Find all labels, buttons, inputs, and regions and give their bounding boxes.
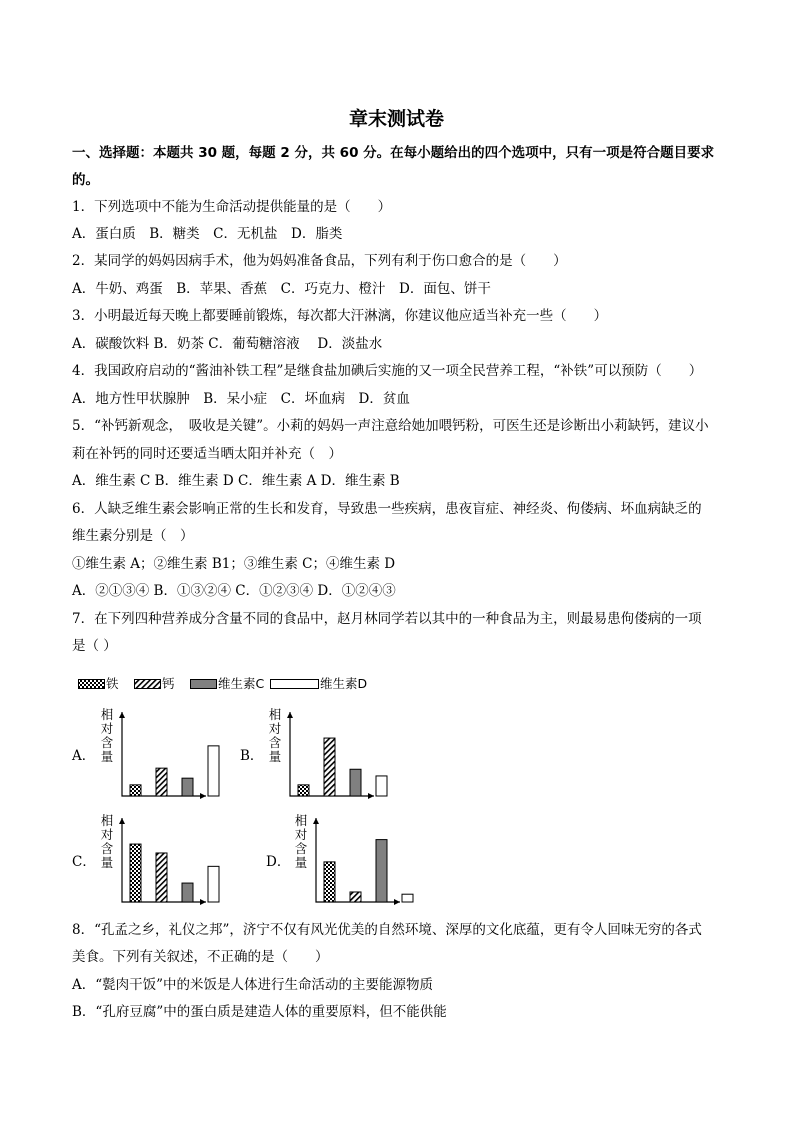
y-axis-label-char: 相 [100,813,114,828]
calcium-swatch-icon [134,678,162,690]
y-axis-label-char: 相 [268,707,282,722]
text-line: A．“甏肉干饭”中的米饭是人体进行生命活动的主要能源物质 [72,977,434,993]
text-line: 美食。下列有关叙述，不正确的是（ ） [72,949,329,965]
bar-vitd [208,746,219,796]
text-line: 莉在补钙的同时还要适当晒太阳并补充（ ） [72,446,342,462]
y-axis-label-char: 对 [268,721,282,736]
page-title: 章末测试卷 [348,108,444,130]
text-line: A．地方性甲状腺肿 B．呆小症 C．坏血病 D．贫血 [72,391,410,407]
y-axis-label-char: 相 [294,813,308,828]
legend-label: 铁 [106,676,119,691]
x-axis-arrow-icon [394,899,400,905]
bar-vitd [376,776,387,796]
text-line: 的。 [72,172,99,188]
iron-swatch-icon [78,678,106,690]
bar-iron [130,785,141,796]
legend-item-iron [78,674,119,692]
legend-label: 维生素D [320,676,368,691]
bar-iron [298,785,309,796]
text-line: A．维生素 C B．维生素 D C．维生素 A D．维生素 B [72,473,400,489]
text-line: B．“孔府豆腐”中的蛋白质是建造人体的重要原料，但不能供能 [72,1004,447,1020]
y-axis-label-char: 量 [100,855,114,870]
option-label: C． [72,854,96,870]
y-axis-label-char: 含 [100,841,114,856]
bar-vitc [376,840,387,902]
vitd-swatch-icon [270,678,320,690]
text-line: 维生素分别是（ ） [72,528,194,544]
bar-calcium [350,892,361,902]
y-axis-arrow-icon [313,818,319,824]
text-line: A．牛奶、鸡蛋 B．苹果、香蕉 C．巧克力、橙汁 D．面包、饼干 [72,281,491,297]
text-line: A．②①③④ B．①③②④ C．①②③④ D．①②④③ [72,583,396,599]
bar-iron [130,844,141,902]
bar-vitd [402,894,413,902]
bar-calcium [156,853,167,902]
chart-option-b [240,708,400,818]
legend-label: 维生素C [218,676,265,691]
x-axis-arrow-icon [368,793,374,799]
y-axis-label-char: 含 [268,735,282,750]
text-line: 2．某同学的妈妈因病手术，他为妈妈准备食品，下列有利于伤口愈合的是（ ） [72,253,567,269]
text-line: 一、选择题：本题共 30 题，每题 2 分，共 60 分。在每小题给出的四个选项中，只有一项是符合题目要求 [72,145,715,161]
bar-chart [72,708,232,803]
option-label: A． [72,748,96,764]
y-axis-label-char: 量 [268,749,282,764]
text-line: 5．“补钙新观念， 吸收是关键”。小莉的妈妈一声注意给她加喂钙粉，可医生还是诊断出小莉缺钙，建议小 [72,418,709,434]
bar-chart [240,708,400,803]
bar-calcium [324,738,335,796]
text-line: 7．在下列四种营养成分含量不同的食品中，赵月林同学若以其中的一种食品为主，则最易患佝偻病的一项 [72,611,702,627]
y-axis-arrow-icon [287,712,293,718]
legend-item-vitc [190,674,264,692]
legend-label: 钙 [162,676,175,691]
text-line: 6．人缺乏维生素会影响正常的生长和发育，导致患一些疾病，患夜盲症、神经炎、佝偻病、坏血病缺乏的 [72,501,702,517]
bar-vitc [182,778,193,796]
y-axis-label-char: 量 [294,855,308,870]
text-line: 是（ ） [72,638,117,654]
y-axis-label-char: 对 [100,721,114,736]
text-line: 4．我国政府启动的“酱油补铁工程”是继食盐加碘后实施的又一项全民营养工程，“补铁”可以预防（ ） [72,363,703,379]
chart-option-a [72,708,232,818]
bar-chart [266,814,426,909]
y-axis-arrow-icon [119,818,125,824]
y-axis-label-char: 含 [294,841,308,856]
y-axis-label-char: 对 [294,827,308,842]
y-axis-label-char: 含 [100,735,114,750]
text-line: ①维生素 A；②维生素 B1；③维生素 C；④维生素 D [72,556,396,572]
option-label: B． [240,748,264,764]
bar-vitc [350,769,361,796]
text-line: 1．下列选项中不能为生命活动提供能量的是（ ） [72,199,392,215]
y-axis-label-char: 量 [100,749,114,764]
bar-vitd [208,866,219,902]
bar-iron [324,862,335,902]
x-axis-arrow-icon [200,793,206,799]
chart-option-c [72,814,232,924]
bar-chart [72,814,232,909]
y-axis-label-char: 相 [100,707,114,722]
bar-vitc [182,883,193,902]
chart-option-d [266,814,426,924]
text-line: A．碳酸饮料 B．奶茶 C．葡萄糖溶液 D．淡盐水 [72,336,383,352]
text-line: A．蛋白质 B．糖类 C．无机盐 D．脂类 [72,226,343,242]
legend-item-vitd [270,674,367,692]
y-axis-label-char: 对 [100,827,114,842]
x-axis-arrow-icon [200,899,206,905]
vitc-swatch-icon [190,678,218,690]
legend-item-calcium [134,674,175,692]
y-axis-arrow-icon [119,712,125,718]
text-line: 3．小明最近每天晚上都要睡前锻炼，每次都大汗淋漓，你建议他应适当补充一些（ ） [72,308,608,324]
option-label: D． [266,854,291,870]
text-line: 8．“孔孟之乡，礼仪之邦”，济宁不仅有风光优美的自然环境、深厚的文化底蕴，更有令人回味无穷的各式 [72,922,702,938]
bar-calcium [156,768,167,796]
